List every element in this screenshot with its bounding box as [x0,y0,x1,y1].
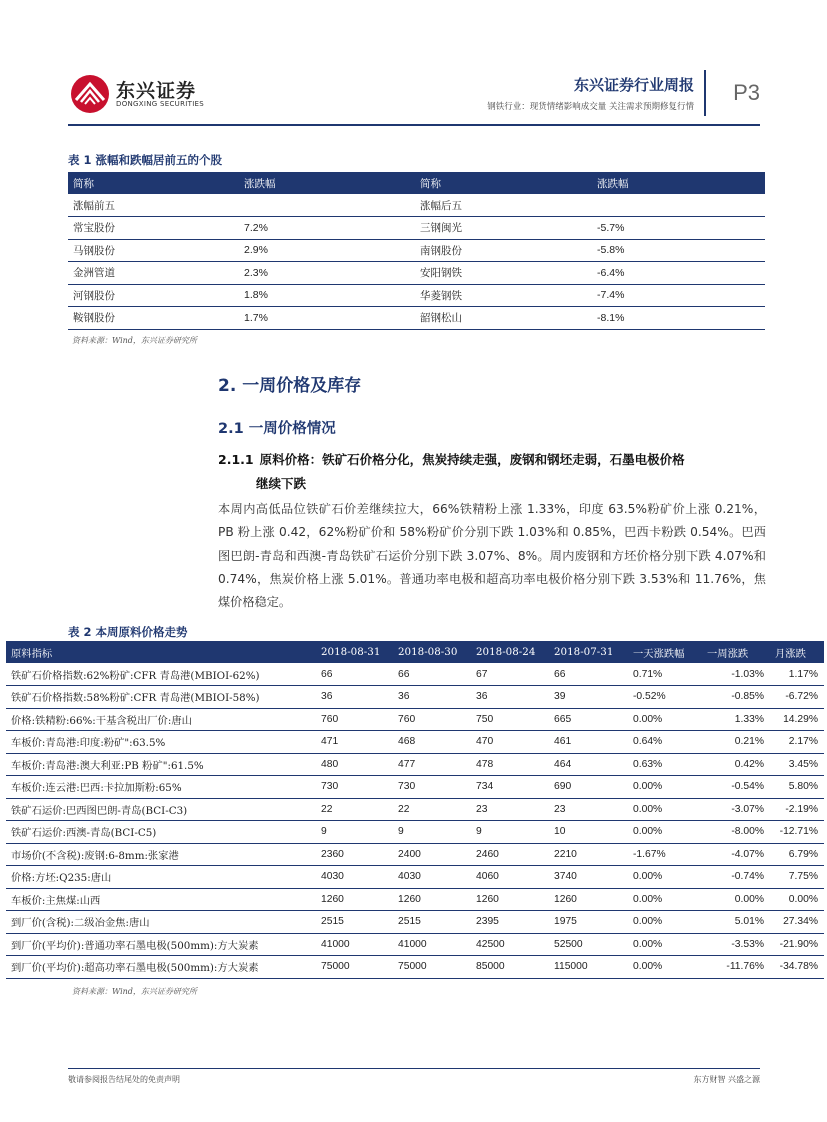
price-value: 0.71% [628,663,702,686]
price-value: -11.76% [702,956,770,979]
price-value: -0.52% [628,686,702,709]
indicator-name: 到厂价(平均价):普通功率石墨电极(500mm):方大炭素 [6,933,316,956]
table-row [6,731,824,754]
section-label: 涨幅前五 [68,194,239,217]
price-value: 9 [393,821,471,844]
price-value: 10 [549,821,628,844]
table-row [68,262,765,285]
price-value: 1260 [471,888,549,911]
indicator-name: 车板价:青岛港:印度:粉矿":63.5% [6,731,316,754]
column-header: 简称 [415,172,592,194]
price-value: 14.29% [770,708,824,731]
price-value: 41000 [316,933,393,956]
price-value: 22 [393,798,471,821]
price-value: 690 [549,776,628,799]
price-value: 9 [471,821,549,844]
price-value: 478 [471,753,549,776]
column-header: 月涨跌 [770,641,824,663]
change-value: 1.8% [239,284,415,307]
price-value: 41000 [393,933,471,956]
logo-text: 东兴证券 [116,80,197,102]
table-row [6,776,824,799]
price-value: 760 [316,708,393,731]
price-value: 2210 [549,843,628,866]
stock-name: 安阳钢铁 [415,262,592,285]
table2-caption: 表 2 本周原料价格走势 [68,625,188,639]
table-row [6,753,824,776]
price-value: 6.79% [770,843,824,866]
stock-name: 韶钢松山 [415,307,592,330]
price-value: 2515 [393,911,471,934]
stock-name: 常宝股份 [68,217,239,240]
price-value: -1.03% [702,663,770,686]
price-value: 66 [393,663,471,686]
disclaimer-note: 敬请参阅报告结尾处的免责声明 [68,1075,180,1084]
indicator-name: 车板价:主焦煤:山西 [6,888,316,911]
price-value: 760 [393,708,471,731]
price-value: 2400 [393,843,471,866]
table-row [68,284,765,307]
price-value: 1.33% [702,708,770,731]
price-value: 85000 [471,956,549,979]
price-value: 3.45% [770,753,824,776]
price-value: 4030 [316,866,393,889]
header-divider [704,70,706,116]
table-row [68,217,765,240]
price-value: 0.00% [628,933,702,956]
price-value: 0.00% [628,866,702,889]
price-value: 3740 [549,866,628,889]
table1-caption: 表 1 涨幅和跌幅居前五的个股 [68,153,223,167]
table-row [6,821,824,844]
indicator-name: 到厂价(含税):二级冶金焦:唐山 [6,911,316,934]
table-row [6,663,824,686]
table-row [6,798,824,821]
change-value: 2.9% [239,239,415,262]
indicator-name: 价格:铁精粉:66%:干基含税出厂价:唐山 [6,708,316,731]
section-label: 涨幅后五 [415,194,592,217]
change-value: 2.3% [239,262,415,285]
table-header-row [6,641,824,663]
price-value: 67 [471,663,549,686]
price-value: 471 [316,731,393,754]
table1-source: 资料来源：Wind，东兴证券研究所 [72,336,197,345]
price-value: 42500 [471,933,549,956]
header-rule [68,124,760,126]
stock-name: 马钢股份 [68,239,239,262]
price-value: 36 [393,686,471,709]
price-value: 0.00% [628,888,702,911]
column-header: 涨跌幅 [239,172,415,194]
price-value: 5.80% [770,776,824,799]
price-value: -0.85% [702,686,770,709]
page-number: P3 [733,80,760,105]
table2-source: 资料来源：Wind，东兴证券研究所 [72,987,197,996]
price-value: 7.75% [770,866,824,889]
body-paragraph: 本周内高低品位铁矿石价差继续拉大，66%铁精粉上涨 1.33%，印度 63.5%粉矿价上涨 0.21%，PB 粉上涨 0.42，62%粉矿价和 58%粉矿价分别下跌 1.03%和 0.85%，巴西卡粉跌 0.54%。巴西图巴朗-青岛和西澳-青岛铁矿石运价分别下跌 3.07%、8%。周内废钢和方坯价格分别下跌 4.07%和 0.74%，焦炭价格上涨 5.01%。普通功率电极和超高功率电极价格分别下跌 3.53%和 11.76%，焦煤价格稳定。 [218,502,766,610]
column-header: 原料指标 [6,641,316,663]
price-value: 0.00% [628,821,702,844]
price-value: 22 [316,798,393,821]
stock-name: 三钢闽光 [415,217,592,240]
table-row [6,708,824,731]
indicator-name: 铁矿石价格指数:62%粉矿:CFR 青岛港(MBIOI-62%) [6,663,316,686]
stock-name: 河钢股份 [68,284,239,307]
company-slogan: 东方财智 兴盛之源 [693,1075,760,1084]
table-row [6,866,824,889]
price-value: -34.78% [770,956,824,979]
page-header [68,70,760,126]
price-value: 730 [316,776,393,799]
price-value: -0.74% [702,866,770,889]
column-header: 简称 [68,172,239,194]
change-value: -5.8% [592,239,765,262]
price-value: 730 [393,776,471,799]
subsubsection-heading [218,448,763,496]
price-value: 1.17% [770,663,824,686]
price-value: -12.71% [770,821,824,844]
price-value: -2.19% [770,798,824,821]
stock-name: 华菱钢铁 [415,284,592,307]
column-header: 2018-07-31 [549,641,628,663]
column-header: 一周涨跌 [702,641,770,663]
price-value: 36 [471,686,549,709]
price-value: 2460 [471,843,549,866]
price-value: 23 [471,798,549,821]
price-value: 750 [471,708,549,731]
price-value: 5.01% [702,911,770,934]
price-value: 477 [393,753,471,776]
price-value: 0.64% [628,731,702,754]
price-value: 115000 [549,956,628,979]
price-value: 734 [471,776,549,799]
section-heading: 2. 一周价格及库存 [218,376,362,396]
column-header: 2018-08-31 [316,641,393,663]
indicator-name: 车板价:青岛港:澳大利亚:PB 粉矿":61.5% [6,753,316,776]
heading-text-line1: 原料价格：铁矿石价格分化，焦炭持续走强，废钢和钢坯走弱，石墨电极价格 [259,452,685,467]
change-value: 1.7% [239,307,415,330]
price-value: 0.21% [702,731,770,754]
subsection-heading: 2.1 一周价格情况 [218,421,336,437]
company-logo-icon [70,74,110,114]
column-header: 一天涨跌幅 [628,641,702,663]
indicator-name: 铁矿石运价:巴西图巴朗-青岛(BCI-C3) [6,798,316,821]
price-value: 0.00% [702,888,770,911]
table-row [6,911,824,934]
price-value: 75000 [316,956,393,979]
raw-material-price-table [6,641,824,979]
price-value: 4060 [471,866,549,889]
table-row [6,956,824,979]
price-value: 66 [549,663,628,686]
change-value: -8.1% [592,307,765,330]
price-value: 0.00% [628,911,702,934]
logo-english-text: DONGXING SECURITIES [116,100,205,108]
price-value: -3.53% [702,933,770,956]
heading-number: 2.1.1 [218,452,254,467]
change-value: -7.4% [592,284,765,307]
indicator-name: 铁矿石运价:西澳-青岛(BCI-C5) [6,821,316,844]
column-header: 涨跌幅 [592,172,765,194]
indicator-name: 市场价(不含税):废钢:6-8mm:张家港 [6,843,316,866]
heading-text-line2: 继续下跌 [256,476,307,491]
stock-name: 金洲管道 [68,262,239,285]
table-row [6,843,824,866]
price-value: 4030 [393,866,471,889]
change-value: 7.2% [239,217,415,240]
price-value: 2360 [316,843,393,866]
price-value: 470 [471,731,549,754]
price-value: 665 [549,708,628,731]
price-value: 461 [549,731,628,754]
price-value: 468 [393,731,471,754]
price-value: 39 [549,686,628,709]
stock-name: 南钢股份 [415,239,592,262]
price-value: 464 [549,753,628,776]
price-value: -0.54% [702,776,770,799]
price-value: 23 [549,798,628,821]
price-value: -3.07% [702,798,770,821]
footer-rule [68,1068,760,1069]
price-value: 2395 [471,911,549,934]
price-value: 36 [316,686,393,709]
price-value: 1260 [549,888,628,911]
price-value: -1.67% [628,843,702,866]
change-value: -6.4% [592,262,765,285]
price-value: 27.34% [770,911,824,934]
price-value: 2.17% [770,731,824,754]
table-row [6,933,824,956]
price-value: 9 [316,821,393,844]
price-value: 0.00% [628,956,702,979]
indicator-name: 价格:方坯:Q235:唐山 [6,866,316,889]
price-value: 1975 [549,911,628,934]
indicator-name: 到厂价(平均价):超高功率石墨电极(500mm):方大炭素 [6,956,316,979]
table-row [68,194,765,217]
indicator-name: 车板价:连云港:巴西:卡拉加斯粉:65% [6,776,316,799]
table-header-row [68,172,765,194]
report-subtitle: 钢铁行业：现货情绪影响成交量 关注需求预期修复行情 [487,102,694,112]
table-row [6,888,824,911]
price-value: 480 [316,753,393,776]
column-header: 2018-08-24 [471,641,549,663]
price-value: 75000 [393,956,471,979]
change-value: -5.7% [592,217,765,240]
price-value: 2515 [316,911,393,934]
price-value: 0.00% [628,708,702,731]
price-value: -6.72% [770,686,824,709]
table-row [6,686,824,709]
report-title: 东兴证券行业周报 [573,76,694,94]
price-value: -8.00% [702,821,770,844]
price-value: 1260 [316,888,393,911]
indicator-name: 铁矿石价格指数:58%粉矿:CFR 青岛港(MBIOI-58%) [6,686,316,709]
top-movers-table [68,172,765,330]
column-header: 2018-08-30 [393,641,471,663]
price-value: 1260 [393,888,471,911]
table-row [68,307,765,330]
stock-name: 鞍钢股份 [68,307,239,330]
table-row [68,239,765,262]
price-value: 0.00% [628,798,702,821]
price-value: 0.00% [770,888,824,911]
price-value: 0.63% [628,753,702,776]
price-value: -21.90% [770,933,824,956]
price-value: 0.00% [628,776,702,799]
price-value: 0.42% [702,753,770,776]
price-value: 66 [316,663,393,686]
price-value: 52500 [549,933,628,956]
price-value: -4.07% [702,843,770,866]
